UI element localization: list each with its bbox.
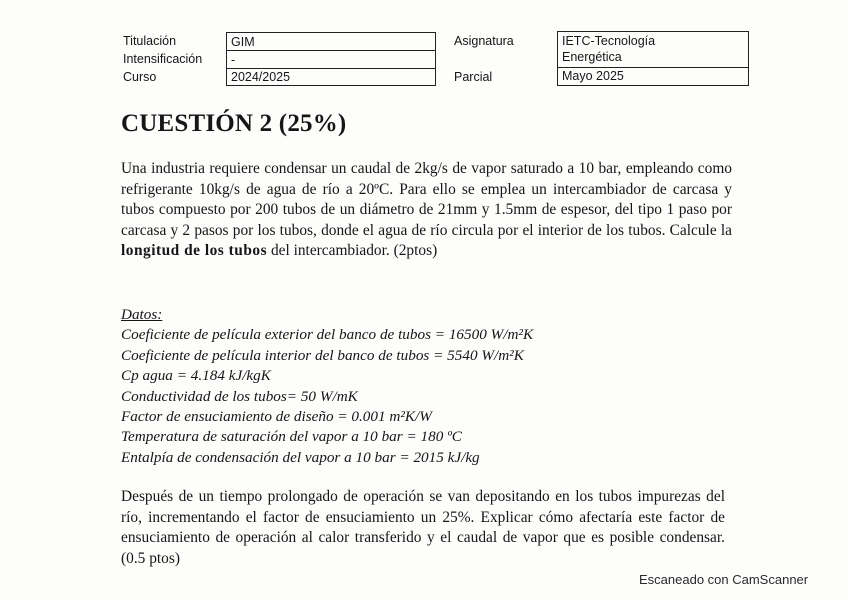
titulacion-label: Titulación <box>123 34 177 48</box>
camscanner-watermark: Escaneado con CamScanner <box>639 572 809 587</box>
statement-text: Una industria requiere condensar un caudal de 2kg/s de vapor saturado a 10 bar, empleando como refrigerante 10kg/s de agua de río a 20ºC. Para ello se emplea un intercambiador de carcasa y tubos compuesto por 200 tubos de un diámetro de 21mm y 1.5mm de espesor, del tipo 1 paso por carcasa y 2 pasos por los tubos, donde el agua de río circula por el interior de los tubos. Calcule la <box>121 160 732 239</box>
asignatura-value-line2: Energética <box>562 50 622 64</box>
datos-item: Coeficiente de película interior del banco de tubos = 5540 W/m²K <box>121 346 524 364</box>
datos-section <box>121 305 533 468</box>
titulacion-value: GIM <box>231 35 255 49</box>
datos-item: Cp agua = 4.184 kJ/kgK <box>121 367 271 385</box>
problem-statement <box>121 159 732 262</box>
intensificacion-label: Intensificación <box>123 52 203 66</box>
curso-value: 2024/2025 <box>231 70 291 84</box>
asignatura-label: Asignatura <box>454 34 514 48</box>
datos-item: Temperatura de saturación del vapor a 10 bar = 180 ºC <box>121 428 462 446</box>
datos-heading: Datos: <box>121 306 163 323</box>
datos-item: Coeficiente de película exterior del banco de tubos = 16500 W/m²K <box>121 326 534 344</box>
field-divider <box>226 50 436 51</box>
parcial-label: Parcial <box>454 70 493 84</box>
statement-bold: longitud de los tubos <box>121 242 268 259</box>
curso-label: Curso <box>123 70 157 84</box>
question-title: CUESTIÓN 2 (25%) <box>121 110 347 137</box>
second-part-statement: Después de un tiempo prolongado de operación se van depositando en los tubos impurezas del río, incrementando el factor de ensuciamiento un 25%. Explicar cómo afectaría este factor de ensuciamiento de operación al calor transferido y el caudal de vapor que es posible condensar. (0.5 ptos) <box>121 488 725 567</box>
statement-text-end: del intercambiador. (2ptos) <box>270 242 438 259</box>
field-divider <box>226 68 436 69</box>
intensificacion-value: - <box>231 53 236 67</box>
field-divider <box>557 67 749 68</box>
datos-item: Conductividad de los tubos= 50 W/mK <box>121 387 358 405</box>
datos-item: Factor de ensuciamiento de diseño = 0.001 m²K/W <box>121 408 432 426</box>
asignatura-value-line1: IETC-Tecnología <box>562 34 656 48</box>
datos-item: Entalpía de condensación del vapor a 10 bar = 2015 kJ/kg <box>121 448 480 466</box>
parcial-value: Mayo 2025 <box>562 69 624 83</box>
